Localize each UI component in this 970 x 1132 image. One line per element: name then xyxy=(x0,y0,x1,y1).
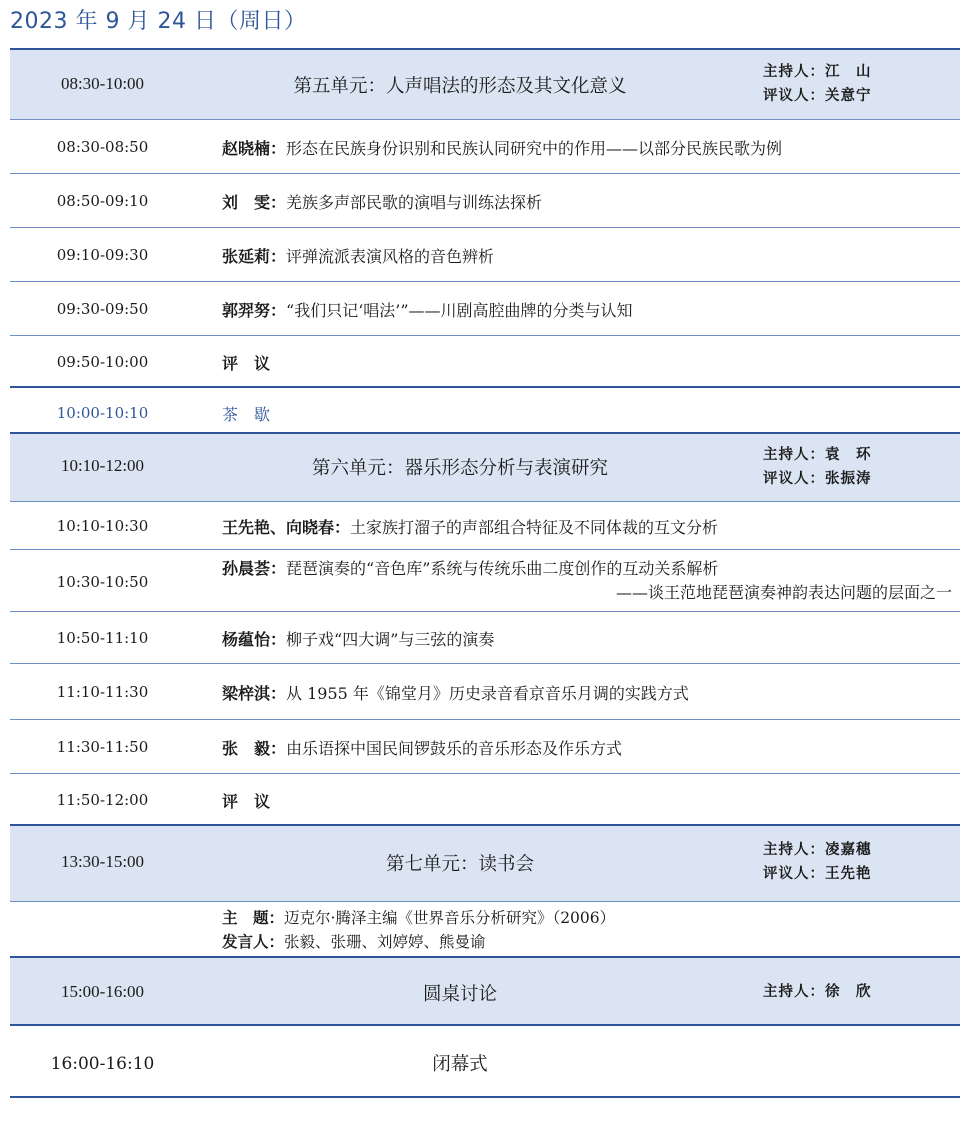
speakers-value: 张毅、张珊、刘婷婷、熊曼谕 xyxy=(284,933,486,951)
reading-theme xyxy=(222,906,952,930)
talk-row xyxy=(10,228,960,282)
talk-row xyxy=(10,174,960,228)
talk-content xyxy=(222,244,952,267)
closing-row xyxy=(10,1026,960,1098)
talk-content xyxy=(222,190,952,213)
page-title: 2023 年 9 月 24 日（周日） xyxy=(10,9,307,34)
talk-speaker: 王先艳、向晓春： xyxy=(222,518,351,537)
talk-row xyxy=(10,120,960,174)
session-time: 08:30-10:00 xyxy=(60,74,145,93)
talk-row xyxy=(10,664,960,720)
talk-content xyxy=(222,515,952,538)
talk-speaker: 评 议 xyxy=(222,792,271,811)
talk-content xyxy=(222,136,952,159)
talk-row xyxy=(10,336,960,388)
talk-time: 10:50-11:10 xyxy=(56,629,149,647)
reviewer-label: 评议人：张振涛 xyxy=(763,470,872,487)
talk-time: 09:50-10:00 xyxy=(56,353,149,371)
session-title: 圆桌讨论 xyxy=(422,984,497,1005)
talk-row xyxy=(10,282,960,336)
talk-time: 09:10-09:30 xyxy=(56,246,149,264)
talk-topic: 评弹流派表演风格的音色辨析 xyxy=(286,247,495,266)
talk-speaker: 杨蕴怡： xyxy=(222,630,287,649)
talk-time: 10:10-10:30 xyxy=(56,517,149,535)
host-label: 主持人：徐 欣 xyxy=(763,983,872,1000)
talk-row xyxy=(10,774,960,826)
session-hosts xyxy=(763,443,872,491)
talk-content xyxy=(222,681,952,704)
session-header-unit7 xyxy=(10,826,960,902)
speakers-label: 发言人： xyxy=(222,932,285,951)
session-header-unit5 xyxy=(10,48,960,120)
talk-time: 09:30-09:50 xyxy=(56,300,149,318)
roundtable-row xyxy=(10,958,960,1026)
session-title: 第六单元：器乐形态分析与表演研究 xyxy=(311,458,608,479)
talk-content xyxy=(222,557,952,605)
reading-details xyxy=(222,906,952,954)
talk-row xyxy=(10,550,960,612)
talk-speaker: 郭羿努： xyxy=(222,301,287,320)
tea-break-label: 茶 歇 xyxy=(222,405,271,424)
talk-speaker: 梁梓淇： xyxy=(222,684,287,703)
reading-speakers xyxy=(222,930,952,954)
reading-details-row xyxy=(10,902,960,958)
talk-topic: 形态在民族身份识别和民族认同研究中的作用——以部分民族民歌为例 xyxy=(286,139,783,158)
talk-time: 10:30-10:50 xyxy=(56,573,149,591)
schedule-table xyxy=(10,48,960,1098)
reviewer-label: 评议人：王先艳 xyxy=(763,865,872,882)
talk-topic: 土家族打溜子的声部组合特征及不同体裁的互文分析 xyxy=(350,518,719,537)
talk-time: 11:50-12:00 xyxy=(56,791,149,809)
session-title: 第七单元：读书会 xyxy=(385,854,534,875)
talk-speaker: 评 议 xyxy=(222,354,271,373)
talk-speaker: 刘 雯： xyxy=(222,193,287,212)
session-hosts xyxy=(763,838,872,886)
talk-speaker: 赵晓楠： xyxy=(222,139,287,158)
host-label: 主持人：袁 环 xyxy=(763,446,872,463)
session-time: 10:10-12:00 xyxy=(60,456,145,475)
talk-row xyxy=(10,612,960,664)
talk-time: 11:10-11:30 xyxy=(56,683,149,701)
session-title: 闭幕式 xyxy=(432,1054,488,1075)
talk-speaker: 张 毅： xyxy=(222,739,287,758)
session-header-unit6 xyxy=(10,434,960,502)
reviewer-label: 评议人：关意宁 xyxy=(763,87,872,104)
talk-speaker: 张延莉： xyxy=(222,247,287,266)
talk-topic: 羌族多声部民歌的演唱与训练法探析 xyxy=(286,193,543,212)
talk-topic: 琵琶演奏的“音色库”系统与传统乐曲二度创作的互动关系解析 xyxy=(286,559,719,578)
talk-speaker: 孙晨荟： xyxy=(222,559,287,578)
talk-content xyxy=(222,627,952,650)
talk-content xyxy=(222,298,952,321)
tea-break-row xyxy=(10,388,960,434)
session-time: 16:00-16:10 xyxy=(50,1054,155,1074)
talk-row xyxy=(10,720,960,774)
talk-content xyxy=(222,351,952,374)
session-hosts xyxy=(763,60,872,108)
session-time: 13:30-15:00 xyxy=(60,852,145,871)
theme-label: 主 题： xyxy=(222,908,285,927)
talk-time: 08:30-08:50 xyxy=(56,138,149,156)
talk-subtitle: ——谈王范地琵琶演奏神韵表达问题的层面之一 xyxy=(615,583,952,602)
host-label: 主持人：江 山 xyxy=(763,63,872,80)
talk-topic: “我们只记‘唱法’”——川剧高腔曲牌的分类与认知 xyxy=(286,301,633,320)
host-label: 主持人：凌嘉穗 xyxy=(763,841,872,858)
session-time: 15:00-16:00 xyxy=(60,982,145,1001)
talk-content xyxy=(222,736,952,759)
session-title: 第五单元：人声唱法的形态及其文化意义 xyxy=(293,76,627,97)
talk-topic: 柳子戏“四大调”与三弦的演奏 xyxy=(286,630,495,649)
talk-topic: 从 1955 年《锦堂月》历史录音看京音乐月调的实践方式 xyxy=(286,684,689,703)
talk-topic: 由乐语探中国民间锣鼓乐的音乐形态及作乐方式 xyxy=(286,739,623,758)
talk-content xyxy=(222,789,952,812)
theme-value: 迈克尔·腾泽主编《世界音乐分析研究》（2006） xyxy=(284,909,616,927)
talk-row xyxy=(10,502,960,550)
tea-break-time: 10:00-10:10 xyxy=(56,404,149,422)
talk-time: 08:50-09:10 xyxy=(56,192,149,210)
talk-time: 11:30-11:50 xyxy=(56,738,149,756)
